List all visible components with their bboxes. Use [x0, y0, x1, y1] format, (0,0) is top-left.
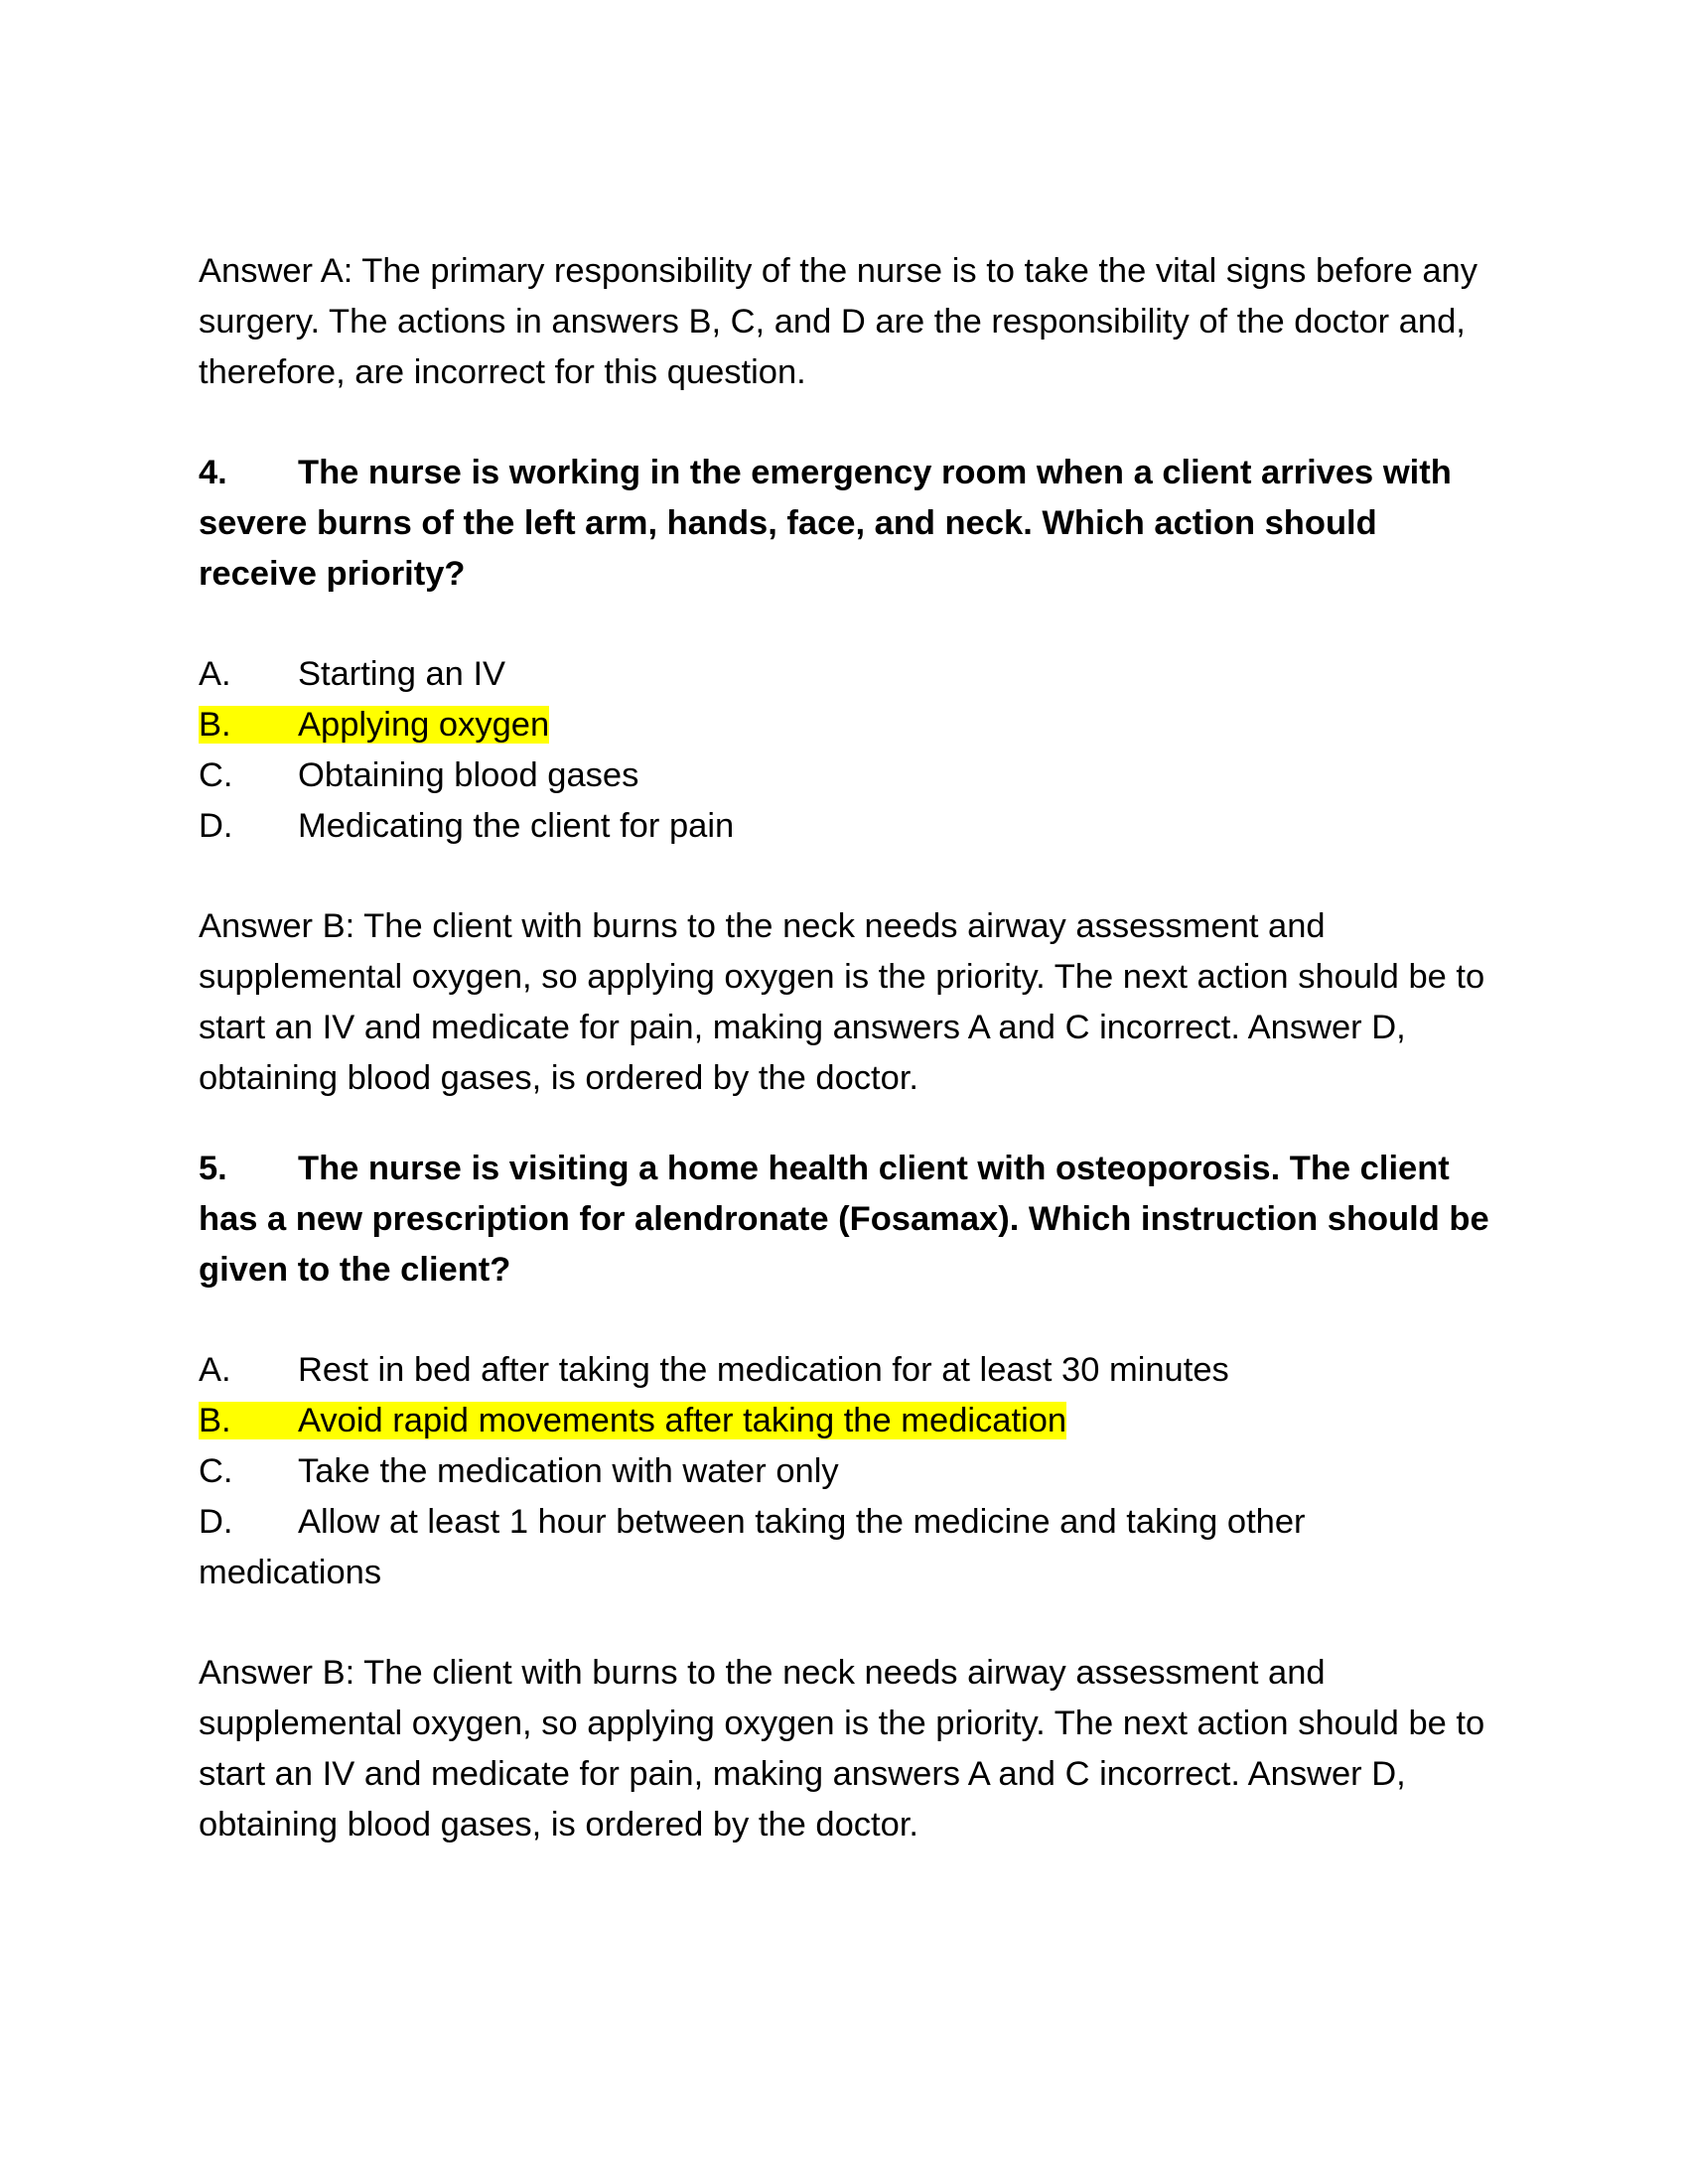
question-4-option-d: [199, 801, 1489, 852]
question-5-option-d: [199, 1497, 1489, 1598]
option-letter: C.: [199, 756, 233, 794]
option-letter: A.: [199, 1351, 231, 1389]
option-text: Applying oxygen: [298, 706, 550, 744]
option-text: Take the medication with water only: [298, 1452, 839, 1490]
option-letter: D.: [199, 1503, 233, 1541]
document-body: [199, 246, 1489, 1900]
question-5-number: 5.: [199, 1150, 227, 1187]
option-letter: D.: [199, 807, 233, 845]
question-4-option-c: [199, 751, 1489, 801]
option-text: Obtaining blood gases: [298, 756, 639, 794]
question-4-option-a: [199, 649, 1489, 700]
question-5-option-b-highlighted: [199, 1396, 1489, 1446]
question-5-options: [199, 1345, 1489, 1598]
option-letter: B.: [199, 706, 231, 744]
previous-answer-explanation: Answer A: The primary responsibility of the nurse is to take the vital signs before any surgery. The actions in answers B, C, and D are the responsibility of the doctor and, therefore, are incorrect for this question.: [199, 252, 1477, 391]
question-4-option-b-highlighted: [199, 700, 1489, 751]
option-text: Medicating the client for pain: [298, 807, 735, 845]
question-4-answer-explanation: Answer B: The client with burns to the neck needs airway assessment and supplemental oxygen, so applying oxygen is the priority. The next action should be to start an IV and medicate for pain, making answers A and C incorrect. Answer D, obtaining blood gases, is ordered by the doctor.: [199, 907, 1485, 1097]
question-4-options: [199, 649, 1489, 852]
option-text: Avoid rapid movements after taking the medication: [298, 1402, 1067, 1439]
option-letter: A.: [199, 655, 231, 693]
question-5: [199, 1144, 1489, 1296]
option-letter: C.: [199, 1452, 233, 1490]
question-5-text: The nurse is visiting a home health client with osteoporosis. The client has a new prescription for alendronate (Fosamax). Which instruction should be given to the client?: [199, 1150, 1489, 1289]
question-5-option-a: [199, 1345, 1489, 1396]
option-text: Starting an IV: [298, 655, 506, 693]
question-4: [199, 448, 1489, 600]
question-4-text: The nurse is working in the emergency room when a client arrives with severe burns of the left arm, hands, face, and neck. Which action should receive priority?: [199, 454, 1452, 593]
option-text: Allow at least 1 hour between taking the medicine and taking other medications: [199, 1503, 1306, 1591]
option-letter: B.: [199, 1402, 231, 1439]
question-5-answer-explanation: Answer B: The client with burns to the neck needs airway assessment and supplemental oxygen, so applying oxygen is the priority. The next action should be to start an IV and medicate for pain, making answers A and C incorrect. Answer D, obtaining blood gases, is ordered by the doctor.: [199, 1654, 1485, 1843]
question-5-option-c: [199, 1446, 1489, 1497]
option-text: Rest in bed after taking the medication for at least 30 minutes: [298, 1351, 1229, 1389]
question-4-number: 4.: [199, 454, 227, 491]
